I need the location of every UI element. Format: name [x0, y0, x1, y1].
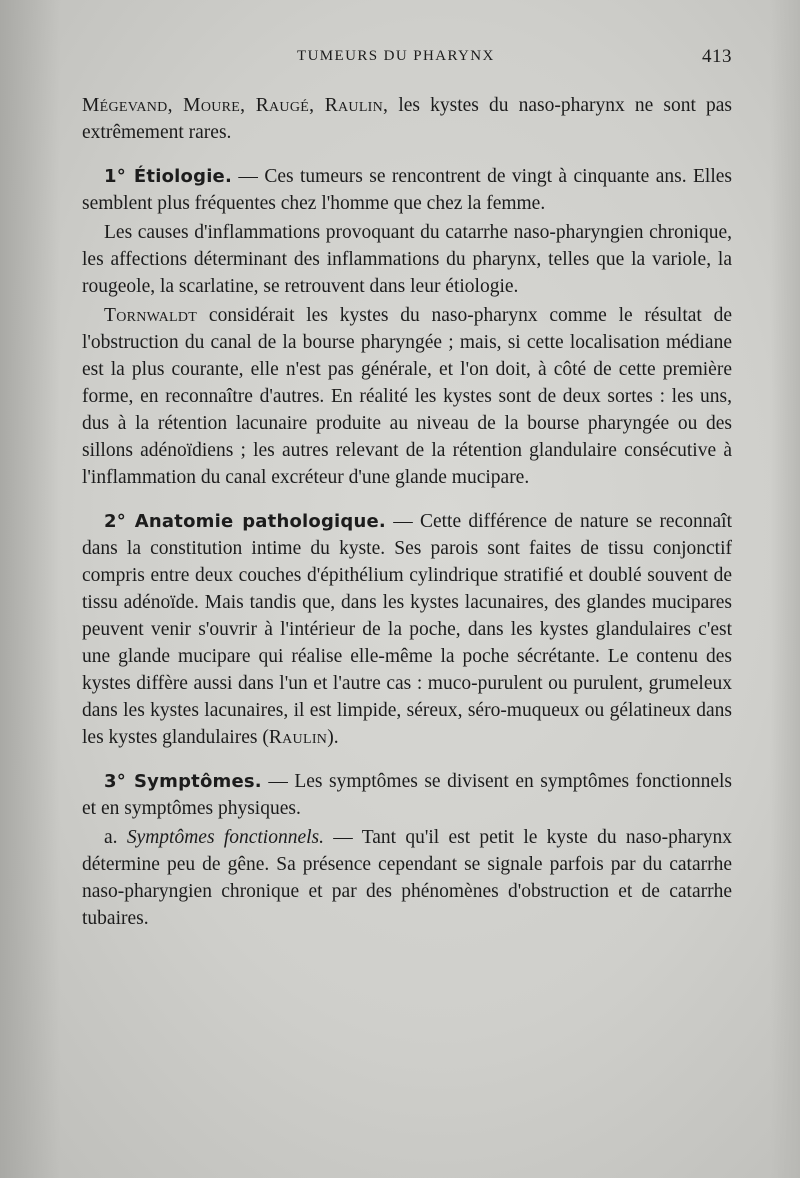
- etiologie-paragraph-3: [82, 302, 732, 491]
- page-number: 413: [702, 46, 732, 67]
- symptomes-paragraph: [82, 768, 732, 822]
- etiologie-text-1: — Ces tumeurs se rencontrent de vingt à cinquante ans. Elles semblent plus fréquentes chez l'homme que chez la femme.: [82, 166, 732, 214]
- raulin-reference: Raulin: [268, 727, 328, 748]
- edge-shadow: [770, 0, 800, 1178]
- symptomes-heading: 3° Symptômes.: [104, 771, 262, 792]
- symptomes-intro: — Les symptômes se divisent en symptômes fonctionnels et en symptômes physiques.: [82, 771, 732, 819]
- running-head: TUMEURS DU PHARYNX: [297, 48, 495, 64]
- anatomie-heading: 2° Anatomie pathologique.: [104, 511, 386, 532]
- etiologie-text-3: considérait les kystes du naso-pharynx comme le résultat de l'obstruction du canal de la bourse pharyngée ; mais, si cette localisation médiane est la plus courante, elle n'est pas générale, et l'on doit, à côté de cette première forme, en reconnaître d'autres. En réalité les kystes sont de deux sortes : les uns, dus à la rétention lacunaire produite au niveau de la bourse pharyngée ou des sillons adénoïdiens ; les autres relevant de la rétention glandulaire consécutive à l'inflammation du canal excréteur d'une glande mucipare.: [82, 305, 732, 488]
- etiologie-paragraph-2: Les causes d'inflammations provoquant du catarrhe naso-pharyngien chronique, les affections déterminant des inflammations du pharynx, telles que la variole, la rougeole, la scarlatine, se retrouvent dans leur étiologie.: [82, 222, 732, 297]
- anatomie-close: ).: [327, 727, 339, 748]
- symptomes-fonctionnels-paragraph: [82, 824, 732, 932]
- etiologie-heading: 1° Étiologie.: [104, 166, 233, 187]
- anatomie-paragraph: [82, 508, 732, 751]
- anatomie-text: — Cette différence de nature se reconnaît dans la constitution intime du kyste. Ses parois sont faites de tissu conjonctif compris entre deux couches d'épithélium cylindrique stratifié et doublé souvent de tissu adénoïde. Mais tandis que, dans les kystes lacunaires, des glandes mucipares peuvent venir s'ouvrir à l'intérieur de la poche, dans les kystes glandulaires c'est une glande mucipare qui réalise elle-même la poche sécrétante. Le contenu des kystes diffère aussi dans l'un et l'autre cas : muco-purulent ou purulent, grumeleux dans les kystes lacunaires, il est limpide, séreux, séro-muqueux ou gélatineux dans les kystes glandulaires (: [82, 511, 732, 748]
- intro-paragraph: [82, 92, 732, 146]
- symptomes-a-text: — Tant qu'il est petit le kyste du naso-pharynx détermine peu de gêne. Sa présence cependant se signale parfois par du catarrhe naso-pharyngien chronique et par des phénomènes d'obstruction et de catarrhe tubaires.: [82, 827, 733, 929]
- tornwaldt-author: Tornwaldt: [104, 305, 198, 326]
- intro-authors: Mégevand, Moure, Raugé, Raulin,: [82, 95, 389, 116]
- symptomes-a-title: Symptômes fonctionnels.: [126, 827, 325, 848]
- gutter-shadow: [0, 0, 60, 1178]
- etiologie-paragraph-1: [82, 163, 732, 217]
- body-text: [82, 92, 732, 932]
- intro-text: les kystes du naso-pharynx ne sont pas extrêmement rares.: [82, 95, 732, 143]
- symptomes-a-label: a.: [104, 827, 127, 848]
- page-header: [82, 44, 732, 74]
